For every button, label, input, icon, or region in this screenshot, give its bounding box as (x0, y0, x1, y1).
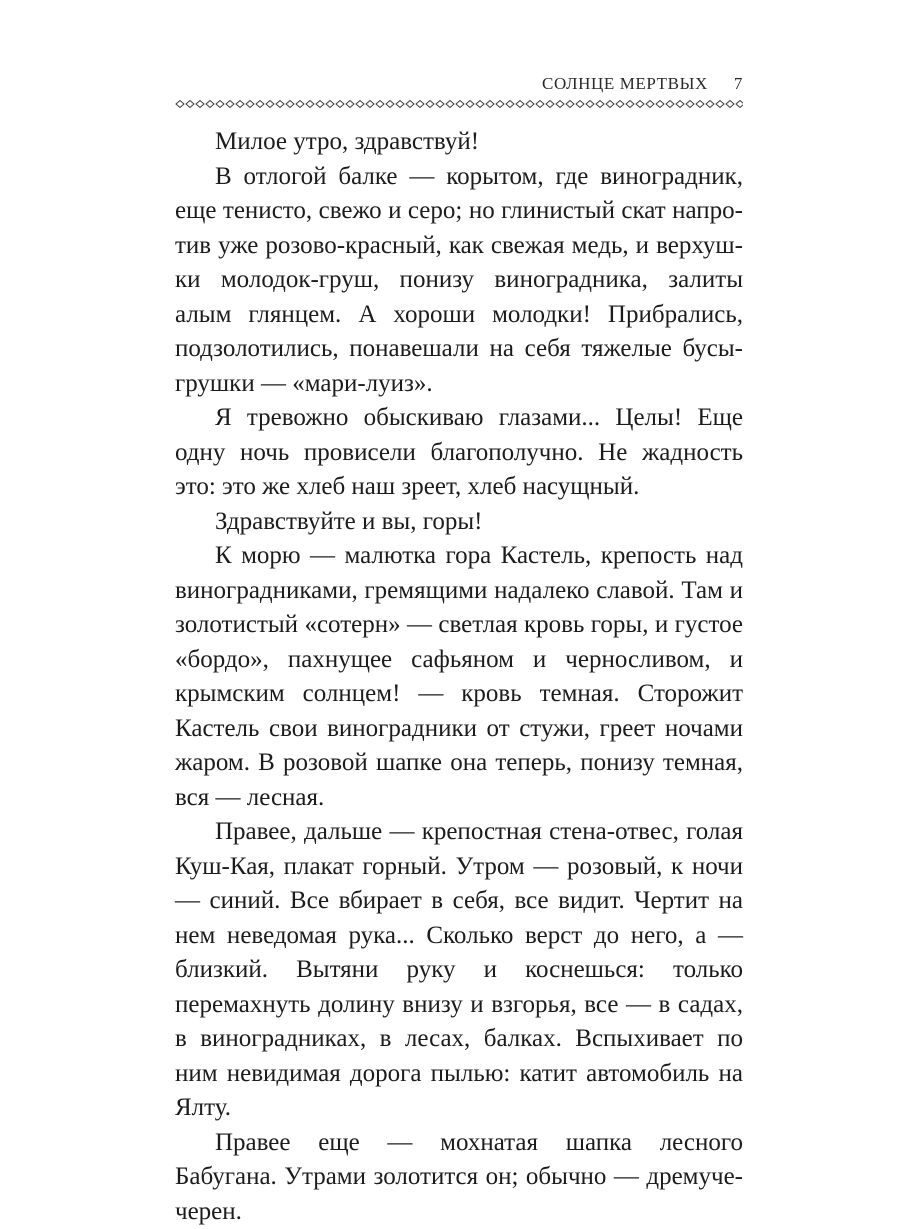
paragraph: Правее еще — мохнатая шапка лесного Бабугана. Утрами золотится он; обычно — дремуче-черен. (175, 1126, 743, 1229)
running-title: СОЛНЦЕ МЕРТВЫХ (542, 74, 708, 94)
paragraph: Здравствуйте и вы, горы! (175, 505, 743, 540)
page-number: 7 (734, 74, 743, 94)
paragraph: Я тревожно обыскиваю глазами... Целы! Еще одну ночь провисели благополучно. Не жадность это: это же хлеб наш зреет, хлеб насущный. (175, 401, 743, 505)
paragraph: В отлогой балке — корытом, где виноградник, еще тенисто, свежо и серо; но глинистый скат напротив уже розово-красный, как свежая медь, и верхушки молодок-груш, понизу виноградника, залиты алым глянцем. А хороши молодки! Прибрались, подзолотились, понавешали на себя тяжелые бусы-грушки — «мари-луиз». (175, 160, 743, 402)
paragraph: Милое утро, здравствуй! (175, 125, 743, 160)
running-head (175, 74, 743, 98)
paragraph: К морю — малютка гора Кастель, крепость над виноградниками, гремящими надалеко славой. Там и золотистый «сотерн» — светлая кровь горы, и густое «бордо», пахнущее сафьяном и черносливом, и крымским солнцем! — кровь темная. Сторожит Кастель свои виноградники от стужи, греет ночами жаром. В розовой шапке она теперь, понизу темная, вся — лесная. (175, 539, 743, 815)
ornamental-rule (175, 98, 743, 110)
body-text (175, 125, 743, 1229)
paragraph: Правее, дальше — крепостная стена-отвес, голая Куш-Кая, плакат горный. Утром — розовый, к ночи — синий. Все вбирает в себя, все видит. Чертит на нем неведомая рука... Сколько верст до него, а — близкий. Вытяни руку и коснешься: только перемахнуть долину внизу и взгорья, все — в садах, в виноградниках, в лесах, балках. Вспыхивает по ним невидимая дорога пылью: катит автомобиль на Ялту. (175, 815, 743, 1126)
